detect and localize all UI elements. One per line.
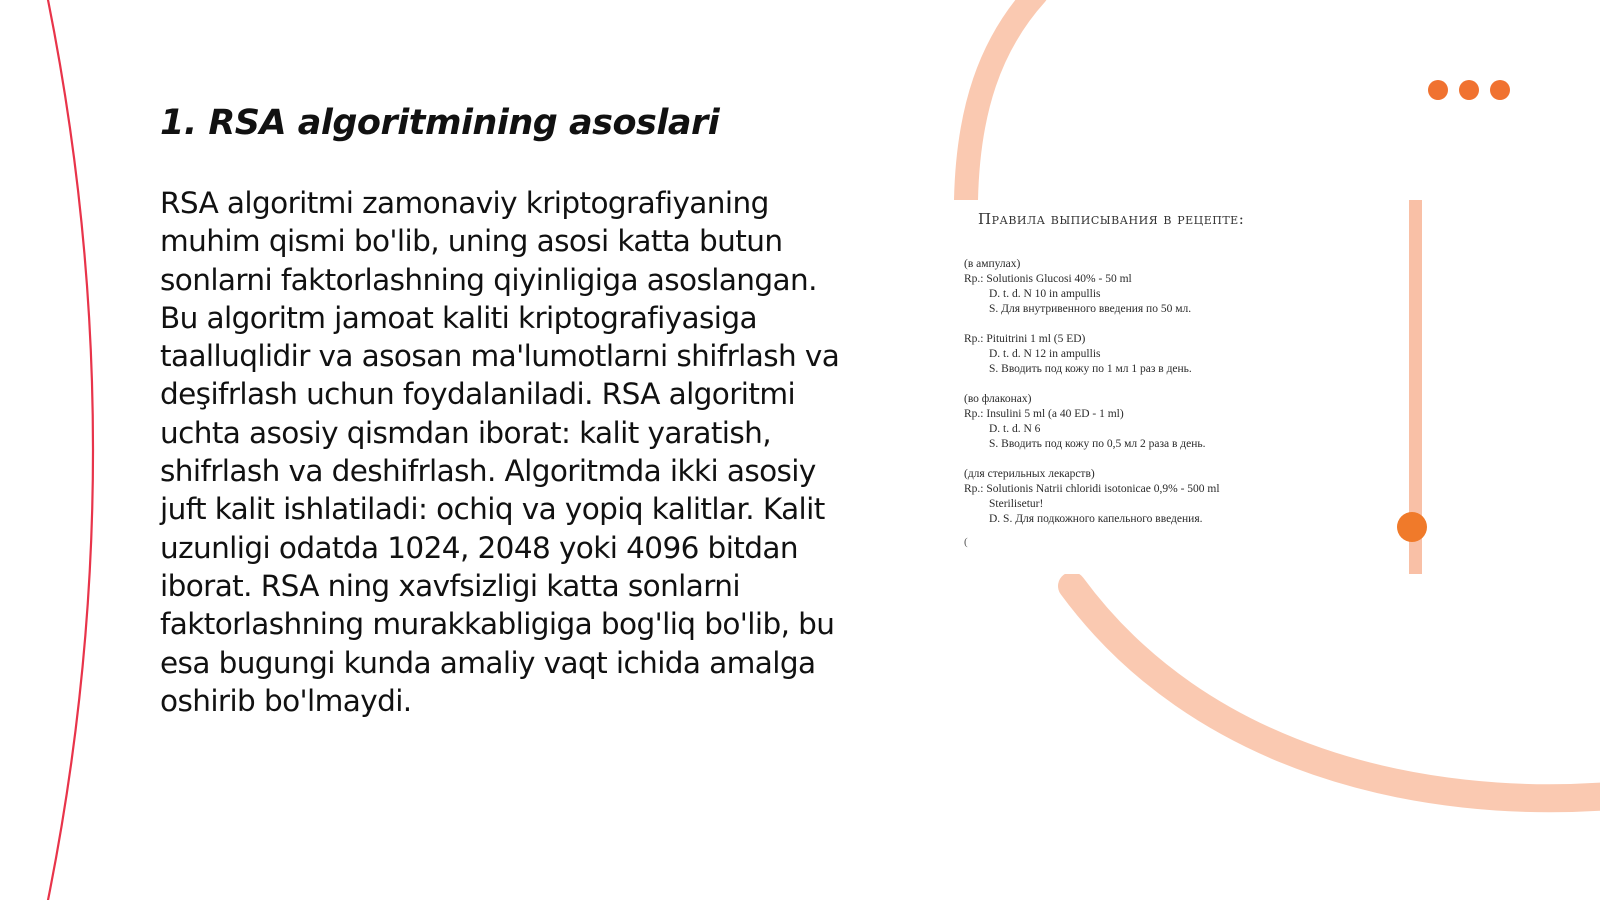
left-red-curve (46, 0, 93, 900)
prescription-rules-image (952, 200, 1428, 574)
prescription-trailing-mark: ( (964, 536, 968, 548)
prescription-line: (во флаконах) (964, 393, 1032, 405)
prescription-line (964, 317, 1410, 332)
prescription-line: S. Для внутривенного введения по 50 мл. (989, 303, 1192, 315)
orange-dot-icon (1397, 512, 1427, 542)
prescription-line: D. t. d. N 10 in ampullis (989, 288, 1101, 300)
prescription-line: Rp.: Insulini 5 ml (а 40 ED - 1 ml) (964, 408, 1124, 420)
prescription-line: (в ампулах) (964, 258, 1021, 270)
prescription-line (964, 377, 1410, 392)
decorative-dots (1428, 80, 1512, 100)
peach-arc-upper (966, 0, 1036, 200)
dot-icon (1490, 80, 1510, 100)
prescription-line: S. Вводить под кожу по 0,5 мл 2 раза в день. (989, 438, 1206, 450)
prescription-line: Rp.: Solutionis Natrii chloridi isotonicae 0,9% - 500 ml (964, 483, 1220, 495)
slide-title: 1. RSA algoritmining asoslari (160, 103, 720, 143)
prescription-rules-heading: Правила выписывания в рецепте: (978, 210, 1245, 228)
prescription-line: Rp.: Pituitrini 1 ml (5 ED) (964, 333, 1086, 345)
prescription-line: Rp.: Solutionis Glucosi 40% - 50 ml (964, 273, 1132, 285)
dot-icon (1459, 80, 1479, 100)
prescription-line: D. t. d. N 6 (989, 423, 1041, 435)
slide-body-text: RSA algoritmi zamonaviy kriptografiyaning muhim qismi bo'lib, uning asosi katta butun sonlarni faktorlashning qiyinligiga asoslangan. Bu algoritm jamoat kaliti kriptografiyasiga taalluqlidir va asosan ma'lumotlarni shifrlash va deşifrlash uchun foydalaniladi. RSA algoritmi uchta asosiy qismdan iborat: kalit yaratish, shifrlash va deshifrlash. Algoritmda ikki asosiy juft kalit ishlatiladi: ochiq va yopiq kalitlar. Kalit uzunligi odatda 1024, 2048 yoki 4096 bitdan iborat. RSA ning xavfsizligi katta sonlarni faktorlashning murakkabligiga bog'liq bo'lib, bu esa bugungi kunda amaliy vaqt ichida amalga oshirib bo'lmaydi. (160, 186, 840, 718)
prescription-line: Sterilisetur! (989, 498, 1044, 510)
prescription-line: D. t. d. N 12 in ampullis (989, 348, 1101, 360)
peach-arc-lower (1072, 586, 1600, 798)
prescription-line: (для стерильных лекарств) (964, 468, 1095, 480)
prescription-line: D. S. Для подкожного капельного введения. (989, 513, 1203, 525)
prescription-line: S. Вводить под кожу по 1 мл 1 раз в день. (989, 363, 1192, 375)
prescription-line (964, 452, 1410, 467)
prescription-examples (964, 257, 1410, 527)
dot-icon (1428, 80, 1448, 100)
